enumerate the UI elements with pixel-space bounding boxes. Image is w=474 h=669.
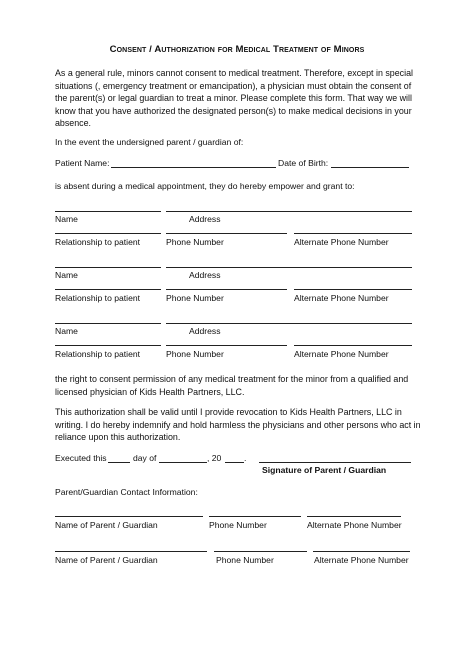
contact-1-parent-name-field[interactable] — [55, 516, 203, 517]
designee-3-name-label: Name — [55, 326, 78, 336]
executed-year-prefix: , 20 — [207, 453, 222, 463]
designee-2-relationship-field[interactable] — [55, 289, 161, 290]
contact-1-phone-field[interactable] — [209, 516, 301, 517]
consent-paragraph: the right to consent permission of any medical treatment for the minor from a qualified and licensed physician of Kids Health Partners, LLC. — [55, 374, 409, 397]
event-line: In the event the undersigned parent / guardian of: — [55, 137, 244, 147]
contact-2-parent-name-label: Name of Parent / Guardian — [55, 555, 158, 565]
validity-paragraph: This authorization shall be valid until I provide revocation to Kids Health Partners, LLC in writing. I do hereby indemnify and hold harmless the physicians and other persons who act in reliance upon this authorization. — [55, 407, 421, 443]
designee-2-relationship-label: Relationship to patient — [55, 293, 141, 303]
designee-2-alt-phone-label: Alternate Phone Number — [294, 293, 389, 303]
designee-2-name-field[interactable] — [55, 267, 161, 268]
designee-2-phone-field[interactable] — [166, 289, 287, 290]
executed-day-word: day of — [133, 453, 157, 463]
designee-1-relationship-label: Relationship to patient — [55, 237, 141, 247]
designee-1-phone-field[interactable] — [166, 233, 287, 234]
designee-3-relationship-label: Relationship to patient — [55, 349, 141, 359]
designee-2-address-label: Address — [189, 270, 221, 280]
designee-2-address-field[interactable] — [166, 267, 412, 268]
designee-1-name-label: Name — [55, 214, 78, 224]
executed-prefix: Executed this — [55, 453, 107, 463]
designee-1-alt-phone-field[interactable] — [294, 233, 412, 234]
designee-3-name-field[interactable] — [55, 323, 161, 324]
designee-2-alt-phone-field[interactable] — [294, 289, 412, 290]
signature-field[interactable] — [259, 462, 411, 463]
contact-1-parent-name-label: Name of Parent / Guardian — [55, 520, 158, 530]
designee-3-phone-label: Phone Number — [166, 349, 224, 359]
designee-1-alt-phone-label: Alternate Phone Number — [294, 237, 389, 247]
patient-name-label: Patient Name: — [55, 158, 110, 168]
designee-1-address-field[interactable] — [166, 211, 412, 212]
contact-2-phone-label: Phone Number — [216, 555, 274, 565]
designee-2-phone-label: Phone Number — [166, 293, 224, 303]
dob-field[interactable] — [331, 167, 409, 168]
executed-month-field[interactable] — [159, 462, 207, 463]
form-title: Consent / Authorization for Medical Treatment of Minors — [109, 44, 365, 55]
executed-end: . — [244, 453, 247, 463]
contact-2-alt-phone-label: Alternate Phone Number — [314, 555, 409, 565]
intro-paragraph: As a general rule, minors cannot consent to medical treatment. Therefore, except in special situations (, emergency treatment or emancipation), a physician must obtain the consent of the parent(s) or legal guardian to treat a minor. Please complete this form. That way we will know that you have authorized the designated person(s) to make medical decisions in your absence. — [55, 68, 413, 129]
contact-1-phone-label: Phone Number — [209, 520, 267, 530]
designee-1-relationship-field[interactable] — [55, 233, 161, 234]
dob-label: Date of Birth: — [278, 158, 329, 168]
designee-3-address-field[interactable] — [166, 323, 412, 324]
designee-1-phone-label: Phone Number — [166, 237, 224, 247]
executed-year-field[interactable] — [225, 462, 244, 463]
designee-3-alt-phone-label: Alternate Phone Number — [294, 349, 389, 359]
designee-1-address-label: Address — [189, 214, 221, 224]
contact-2-parent-name-field[interactable] — [55, 551, 207, 552]
designee-2-name-label: Name — [55, 270, 78, 280]
designee-3-address-label: Address — [189, 326, 221, 336]
contact-heading: Parent/Guardian Contact Information: — [55, 487, 198, 497]
designee-3-phone-field[interactable] — [166, 345, 287, 346]
contact-1-alt-phone-label: Alternate Phone Number — [307, 520, 402, 530]
contact-2-alt-phone-field[interactable] — [313, 551, 410, 552]
absent-line: is absent during a medical appointment, they do hereby empower and grant to: — [55, 181, 355, 191]
designee-1-name-field[interactable] — [55, 211, 161, 212]
designee-3-relationship-field[interactable] — [55, 345, 161, 346]
designee-3-alt-phone-field[interactable] — [294, 345, 412, 346]
executed-day-field[interactable] — [108, 462, 130, 463]
contact-1-alt-phone-field[interactable] — [307, 516, 401, 517]
signature-label: Signature of Parent / Guardian — [262, 465, 387, 475]
patient-name-field[interactable] — [111, 167, 276, 168]
contact-2-phone-field[interactable] — [214, 551, 307, 552]
